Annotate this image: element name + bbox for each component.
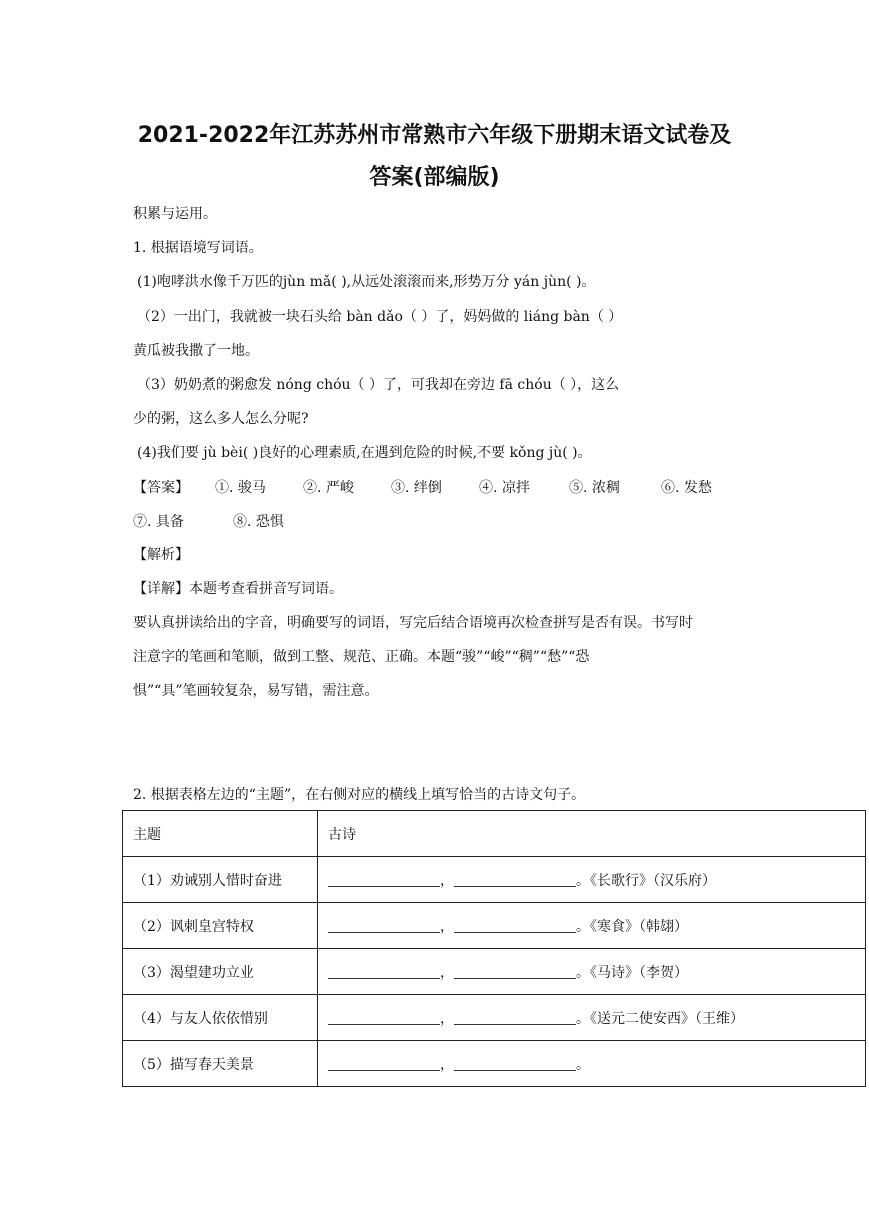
question-1-item: （3）奶奶煮的粥愈发 nóng chóu（ ）了，可我却在旁边 fā chóu（ ），这么 [137,377,620,393]
comma: ， [440,918,454,935]
answer-blank[interactable] [454,918,576,933]
title-line-1: 2021-2022年江苏苏州市常熟市六年级下册期末语文试卷及 [137,123,732,148]
question-1-item: 黄瓜被我撒了一地。 [133,343,259,359]
comma: ， [440,964,454,981]
question-1-stem: 1. 根据语境写词语。 [133,240,263,256]
answer-blank[interactable] [454,964,576,979]
header-theme: 主题 [123,811,318,857]
comma: ， [440,872,454,889]
poem-source: 。《送元二使安西》（王维） [576,1010,744,1027]
table-row [123,903,866,949]
answer-item: ⑤. 浓稠 [569,480,620,496]
answer-blank[interactable] [454,1010,576,1025]
theme-cell: （2）讽刺皇宫特权 [123,903,318,949]
poem-source: 。《寒食》（韩翃） [576,918,688,935]
answer-row [133,477,741,497]
theme-cell: （1）劝诫别人惜时奋进 [123,857,318,903]
answer-item: ②. 严峻 [303,480,354,496]
answer-blank[interactable] [328,964,440,979]
answer-item: ⑦. 具备 [133,514,184,530]
section-heading: 积累与运用。 [133,206,217,222]
header-poem: 古诗 [318,811,866,857]
theme-cell: （5）描写春天美景 [123,1041,318,1087]
answer-item: ③. 绊倒 [391,480,442,496]
poem-source: 。 [576,1056,590,1073]
poem-source: 。《长歌行》（汉乐府） [576,872,716,889]
theme-cell: （4）与友人依依惜别 [123,995,318,1041]
analysis-label: 【解析】 [133,547,189,563]
poem-cell [318,857,866,903]
table-row [123,949,866,995]
explanation-line: 要认真拼读给出的字音，明确要写的词语，写完后结合语境再次检查拼写是否有误。书写时 [133,615,693,631]
table-row [123,857,866,903]
poem-cell [318,903,866,949]
answer-blank[interactable] [328,1056,440,1071]
explanation-line: 注意字的笔画和笔顺，做到工整、规范、正确。本题“骏”“峻”“稠”“愁”“恐 [133,649,590,665]
question-2-stem: 2. 根据表格左边的“主题”，在右侧对应的横线上填写恰当的古诗文句子。 [133,787,586,803]
theme-cell: （3）渴望建功立业 [123,949,318,995]
table-row [123,1041,866,1087]
answer-item: ⑥. 发愁 [661,480,712,496]
detail-text: 【详解】本题考查看拼音写词语。 [133,581,343,597]
poem-cell [318,949,866,995]
question-1-item: (1)咆哮洪水像千万匹的jùn mǎ( ),从远处滚滚而来,形势万分 yán jùn( )。 [137,274,596,290]
question-1-item: 少的粥，这么多人怎么分呢? [133,411,309,427]
answer-blank[interactable] [328,918,440,933]
answer-blank[interactable] [328,1010,440,1025]
comma: ， [440,1010,454,1027]
answer-blank[interactable] [328,872,440,887]
comma: ， [440,1056,454,1073]
question-1-item: (4)我们要 jù bèi( )良好的心理素质,在遇到危险的时候,不要 kǒng jù( )。 [137,445,592,461]
answer-label: 【答案】 [133,480,189,496]
answer-item: ⑧. 恐惧 [233,514,284,530]
explanation-line: 惧”“具”笔画较复杂，易写错，需注意。 [133,683,379,699]
poem-source: 。《马诗》（李贺） [576,964,688,981]
table-row [123,995,866,1041]
answer-row-2 [133,511,333,531]
table-header-row [123,811,866,857]
answer-item: ④. 凉拌 [479,480,530,496]
poem-table [122,810,866,1087]
answer-item: ①. 骏马 [215,480,266,496]
answer-blank[interactable] [454,872,576,887]
question-1-item: （2）一出门，我就被一块石头给 bàn dǎo（ ）了，妈妈做的 liáng bàn（ ） [137,309,623,325]
answer-blank[interactable] [454,1056,576,1071]
poem-cell [318,1041,866,1087]
title-line-2: 答案(部编版) [369,165,500,190]
poem-cell [318,995,866,1041]
